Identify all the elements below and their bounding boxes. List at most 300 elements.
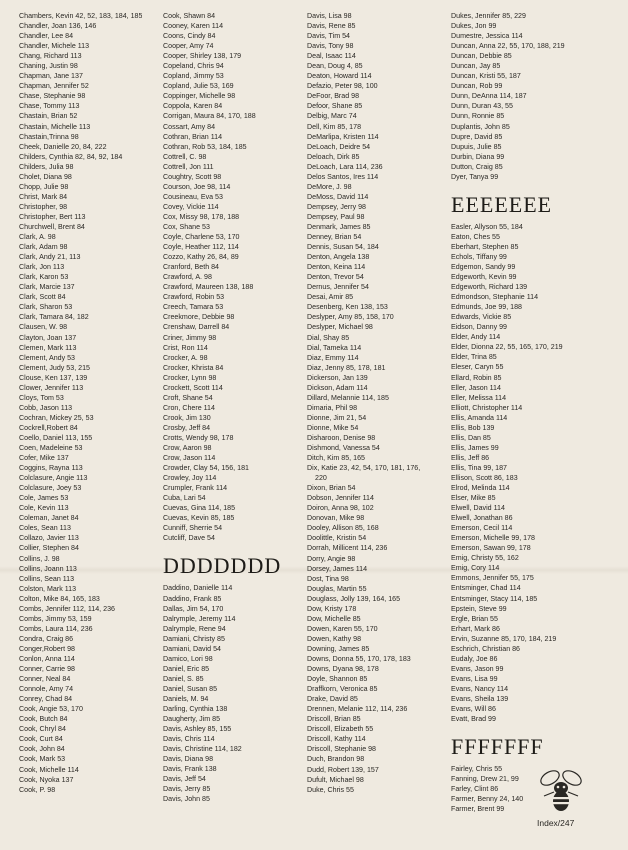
index-entry: Echols, Tiffany 99 — [451, 252, 507, 261]
index-entry: Crocker, Lynn 98 — [163, 373, 217, 382]
index-entry: Doyle, Shannon 85 — [307, 675, 368, 684]
index-entry: Cook, Shawn 84 — [163, 12, 216, 20]
index-entry: Copland, Julie 53, 169 — [163, 82, 234, 91]
index-entry: Dean, Doug 4, 85 — [307, 62, 363, 71]
index-entry: Elrod, Melinda 114 — [451, 484, 510, 493]
index-entry: Collins, J. 98 — [19, 554, 60, 563]
index-entry: Crockett, Scott 114 — [163, 383, 223, 392]
index-entry: Daniel, Eric 85 — [163, 664, 210, 673]
index-entry: Dalrymple, Jeremy 114 — [163, 614, 236, 623]
index-entry: Chastain,Trinna 98 — [19, 132, 79, 141]
index-entry: Christopher, Bert 113 — [19, 212, 86, 221]
index-entry: Dorsey, James 114 — [307, 564, 368, 573]
index-entry: Clower, Jennifer 113 — [19, 383, 84, 392]
index-entry: Eleser, Caryn 55 — [451, 363, 504, 372]
index-entry: Dionne, Jim 21, 54 — [307, 413, 367, 422]
index-entry: Chambers, Kevin 42, 52, 183, 184, 185 — [19, 12, 143, 20]
index-entry: Deloach, Dirk 85 — [307, 152, 360, 161]
index-entry: Davis, Christine 114, 182 — [163, 745, 242, 754]
index-entry: Chandler, Lee 84 — [19, 32, 74, 41]
index-entry: Deslyper, Michael 98 — [307, 323, 373, 332]
index-entry: Courson, Joe 98, 114 — [163, 182, 231, 191]
index-entry: Deaton, Howard 114 — [307, 72, 372, 81]
index-entry: Colston, Mark 113 — [19, 584, 77, 593]
page-number-label: Index/247 — [537, 818, 575, 828]
index-column-2 — [163, 11, 281, 805]
index-entry: Downs, Dyana 98, 178 — [307, 665, 379, 674]
index-entry: Davis, Ashley 85, 155 — [163, 725, 232, 734]
index-entry: Collier, Stephen 84 — [19, 544, 79, 553]
index-entry: Dooley, Allison 85, 168 — [307, 524, 379, 533]
index-entry: Evans, Will 86 — [451, 705, 496, 714]
index-entry: Elder, Trina 85 — [451, 353, 497, 362]
index-entry: Coyle, Heather 112, 114 — [163, 243, 239, 252]
index-entry: Crosby, Jeff 84 — [163, 423, 211, 432]
index-entry: Creech, Tamara 53 — [163, 303, 224, 312]
index-entry: Dennis, Susan 54, 184 — [307, 243, 379, 252]
index-entry: Crowder, Clay 54, 156, 181 — [163, 464, 249, 473]
index-entry: Crotts, Wendy 98, 178 — [163, 433, 234, 442]
index-entry: Davis, Diana 98 — [163, 755, 214, 764]
index-entry: Covey, Vickie 114 — [163, 202, 219, 211]
index-entry: Colclasure, Angie 113 — [19, 474, 88, 483]
index-entry: Cobb, Jason 113 — [19, 403, 73, 412]
index-entry: Donovan, Mike 98 — [307, 514, 365, 523]
index-entry: Ellis, James 99 — [451, 443, 499, 452]
index-entry: Chandler, Michele 113 — [19, 42, 90, 51]
index-entry: Evans, Nancy 114 — [451, 684, 509, 693]
index-entry: Dow, Michelle 85 — [307, 614, 361, 623]
index-entry: Diaz, Emmy 114 — [307, 353, 359, 362]
index-entry: Cole, James 53 — [19, 494, 69, 503]
index-entry: Eller, Jason 114 — [451, 383, 501, 392]
index-entry: Coleman, Janet 84 — [19, 514, 79, 523]
index-entry: Davis, Jeff 54 — [163, 775, 206, 784]
index-entry: Dalrymple, Rene 94 — [163, 624, 226, 633]
index-entry: Crist, Ron 114 — [163, 343, 208, 352]
index-entry: Coyle, Charlene 53, 170 — [163, 233, 240, 242]
index-entry: Dial, Shay 85 — [307, 333, 350, 342]
index-entry: Cutcliff, Dave 54 — [163, 534, 215, 543]
index-entry: Ellison, Scott 86, 183 — [451, 473, 518, 482]
index-entry: Cook, Curt 84 — [19, 735, 63, 744]
index-entry: Collins, Sean 113 — [19, 574, 75, 583]
index-entry: Eschrich, Christian 86 — [451, 644, 520, 653]
index-entry: Conner, Carrie 98 — [19, 665, 75, 674]
index-entry: Driscoll, Stephanie 98 — [307, 745, 377, 754]
index-entry: Daniels, M. 94 — [163, 695, 209, 703]
index-entry: Edwards, Vickie 85 — [451, 313, 512, 322]
index-entry: Clayton, Joan 137 — [19, 333, 77, 342]
index-entry: Cox, Shane 53 — [163, 222, 210, 231]
index-entry: Dionne, Mike 54 — [307, 423, 359, 432]
index-entry: Crenshaw, Darrell 84 — [163, 323, 230, 332]
index-entry: Emig, Christy 55, 162 — [451, 554, 519, 563]
index-entry: Duncan, Rob 99 — [451, 82, 503, 91]
index-entry: Ergle, Brian 55 — [451, 614, 498, 623]
index-entry: Collins, Joann 113 — [19, 564, 77, 573]
index-entry: Christopher, 98 — [19, 202, 68, 211]
index-entry: Davis, Lisa 98 — [307, 12, 352, 20]
index-entry: Clark, Tamara 84, 182 — [19, 313, 89, 322]
index-entry: Cook, Michelle 114 — [19, 765, 79, 774]
index-entry: Dunn, Duran 43, 55 — [451, 102, 513, 111]
index-entry: Cunniff, Sherrie 54 — [163, 524, 223, 533]
index-entry: Ellard, Robin 85 — [451, 373, 502, 382]
index-entry: Duch, Brandon 98 — [307, 755, 365, 764]
index-entry: Cook, Mark 53 — [19, 755, 66, 764]
index-entry: Cothran, Rob 53, 184, 185 — [163, 142, 247, 151]
index-entry: Dell, Kim 85, 178 — [307, 122, 362, 131]
index-entry: Deslyper, Amy 85, 158, 170 — [307, 313, 394, 322]
index-entry: Childers, Cynthia 82, 84, 92, 184 — [19, 152, 123, 161]
index-entry: Ditch, Kim 85, 165 — [307, 454, 365, 463]
index-entry: Dumestre, Jessica 114 — [451, 32, 523, 41]
index-entry: Denton, Trevor 54 — [307, 273, 364, 282]
index-entry: Condra, Craig 86 — [19, 634, 74, 643]
index-entry: Ellis, Jeff 86 — [451, 453, 490, 462]
index-entry: Chang, Richard 113 — [19, 52, 82, 61]
index-entry: Copland, Jimmy 53 — [163, 72, 224, 81]
index-entry: Dow, Kristy 178 — [307, 604, 357, 613]
index-entry: Dobson, Jennifer 114 — [307, 494, 374, 503]
index-entry: Dishmond, Vanessa 54 — [307, 444, 380, 453]
index-entry: Daddino, Danielle 114 — [163, 584, 233, 593]
index-entry: Dorry, Angie 98 — [307, 554, 356, 563]
index-entry: Easler, Allyson 55, 184 — [451, 222, 523, 231]
index-entry: Erhart, Mark 86 — [451, 624, 500, 633]
index-entry: Conrey, Chad 84 — [19, 695, 73, 704]
index-entry: Cothran, Brian 114 — [163, 132, 223, 141]
index-entry: Coen, Madeleine 53 — [19, 444, 83, 453]
index-entry: Cholet, Diana 98 — [19, 172, 72, 181]
index-entry: Douglas, Martin 55 — [307, 584, 367, 593]
index-entry: Cockrell,Robert 84 — [19, 423, 78, 432]
index-entry: Clark, Jon 113 — [19, 263, 65, 272]
index-entry: Denmark, James 85 — [307, 222, 371, 231]
index-entry: Cole, Kevin 113 — [19, 504, 69, 513]
index-entry: Emig, Cory 114 — [451, 564, 500, 573]
index-entry: Cuevas, Gina 114, 185 — [163, 504, 236, 513]
index-entry: Dallas, Jim 54, 170 — [163, 604, 224, 613]
index-entry: Cook, Nyoka 137 — [19, 775, 74, 784]
index-entry: Conger,Robert 98 — [19, 644, 75, 653]
index-entry: Chandler, Joan 136, 146 — [19, 22, 97, 31]
index-entry: Clark, Andy 21, 113 — [19, 253, 81, 262]
index-entry: Coons, Cindy 84 — [163, 32, 216, 41]
index-entry: Dixon, Brian 54 — [307, 484, 356, 493]
index-entry: Davis, Jerry 85 — [163, 785, 211, 794]
index-entry: Conner, Neal 84 — [19, 675, 71, 684]
index-entry: Defoor, Shane 85 — [307, 102, 363, 111]
index-entry: Dempsey, Jerry 98 — [307, 202, 367, 211]
index-entry: Driscoll, Elizabeth 55 — [307, 725, 374, 734]
index-entry: Ervin, Suzanne 85, 170, 184, 219 — [451, 634, 557, 643]
letter-section-header: EEEEEEE — [451, 191, 553, 217]
index-entry: Edmunds, Joe 99, 188 — [451, 303, 522, 312]
index-entry: Cook, Butch 84 — [19, 715, 68, 724]
index-entry: Cochran, Mickey 25, 53 — [19, 413, 94, 422]
index-entry: Elliott, Christopher 114 — [451, 403, 523, 412]
index-entry: Damiani, Christy 85 — [163, 634, 225, 643]
index-entry: Crook, Jim 130 — [163, 413, 211, 422]
index-entry: Chapman, Jane 137 — [19, 72, 83, 81]
index-entry: Clark, Adam 98 — [19, 243, 68, 252]
index-entry: Cook, Chryl 84 — [19, 725, 66, 734]
index-entry: Emerson, Sawan 99, 178 — [451, 544, 531, 553]
index-entry: Davis, Frank 138 — [163, 765, 217, 774]
index-entry: Cooney, Karen 114 — [163, 22, 224, 31]
index-entry: DeMore, J. 98 — [307, 182, 352, 191]
index-entry: Combs, Jimmy 53, 159 — [19, 614, 92, 623]
index-entry: DeMoss, David 114 — [307, 192, 369, 201]
index-entry: Crawford, Maureen 138, 188 — [163, 283, 254, 292]
index-entry: Cottrell, Jon 111 — [163, 162, 214, 171]
index-entry: Clark, Karon 53 — [19, 273, 69, 282]
index-entry: Damico, Lori 98 — [163, 654, 213, 663]
index-entry: Duke, Chris 55 — [307, 785, 354, 794]
index-entry: Evatt, Brad 99 — [451, 715, 496, 724]
index-entry: Cron, Chere 114 — [163, 403, 215, 412]
index-entry: Draffkorn, Veronica 85 — [307, 685, 378, 694]
index-entry: Clark, A. 98 — [19, 233, 56, 242]
index-entry: Childers, Julia 98 — [19, 162, 74, 171]
index-entry: Ellis, Bob 139 — [451, 423, 495, 432]
index-entry: Evans, Lisa 99 — [451, 674, 498, 683]
index-entry: Dorrah, Millicent 114, 236 — [307, 544, 388, 553]
index-entry: Cooper, Shirley 138, 179 — [163, 52, 242, 61]
index-entry: Dost, Tina 98 — [307, 574, 349, 583]
index-entry: Disharoon, Denise 98 — [307, 433, 376, 442]
index-entry: Churchwell, Brent 84 — [19, 222, 85, 231]
index-entry: Cozzo, Kathy 26, 84, 89 — [163, 253, 239, 262]
index-entry: Emerson, Michelle 99, 178 — [451, 534, 535, 543]
index-entry: Fanning, Drew 21, 99 — [451, 775, 519, 784]
index-entry: Entsminger, Chad 114 — [451, 584, 521, 593]
index-column-1 — [19, 11, 142, 795]
index-entry: Drennen, Melanie 112, 114, 236 — [307, 705, 408, 714]
index-entry: Dunn, Ronnie 85 — [451, 112, 505, 121]
index-entry: Cook, P. 98 — [19, 785, 56, 794]
index-entry: Chopp, Julie 98 — [19, 182, 69, 191]
index-entry: Eudaly, Joe 86 — [451, 654, 498, 663]
index-entry: Driscoll, Brian 85 — [307, 715, 361, 724]
index-entry: Eidson, Danny 99 — [451, 323, 507, 332]
index-entry: Crowley, Joy 114 — [163, 474, 217, 483]
letter-section-header: DDDDDDD — [163, 553, 282, 579]
index-entry: Dukes, Jon 99 — [451, 22, 497, 31]
index-entry: Cook, Angie 53, 170 — [19, 705, 83, 714]
index-entry: Emerson, Cecil 114 — [451, 524, 513, 533]
index-entry: Fairley, Chris 55 — [451, 765, 503, 774]
index-entry: Epstein, Steve 99 — [451, 604, 507, 613]
index-entry: Chase, Tommy 113 — [19, 102, 80, 111]
index-entry: Dutton, Craig 85 — [451, 162, 503, 171]
index-entry: DeFoor, Brad 98 — [307, 92, 360, 101]
index-entry: Coggins, Rayna 113 — [19, 464, 83, 473]
index-entry: Duncan, Anna 22, 55, 170, 188, 219 — [451, 42, 565, 51]
index-entry: Edmondson, Stephanie 114 — [451, 293, 539, 302]
index-entry: Evans, Sheila 139 — [451, 695, 509, 703]
index-entry: Cossart, Amy 84 — [163, 122, 216, 131]
index-column-3 — [307, 11, 420, 795]
index-entry: Ellis, Dan 85 — [451, 433, 491, 442]
index-entry: Davis, Rene 85 — [307, 22, 356, 31]
index-entry: Dowen, Karen 55, 170 — [307, 624, 378, 633]
index-entry: Coello, Daniel 113, 155 — [19, 433, 93, 442]
index-entry: Clark, Scott 84 — [19, 293, 66, 302]
index-entry: Doiron, Anna 98, 102 — [307, 504, 374, 513]
index-entry: Darling, Cynthia 138 — [163, 705, 228, 714]
index-entry: Chaning, Justin 98 — [19, 62, 78, 71]
yellowjacket-mascot-icon — [536, 766, 586, 816]
index-entry: Copeland, Chris 94 — [163, 62, 224, 71]
index-entry: Duncan, Jay 85 — [451, 62, 501, 71]
index-entry: Coppinger, Michelle 98 — [163, 92, 236, 101]
index-entry: Crow, Aaron 98 — [163, 444, 212, 453]
index-entry: Denton, Keina 114 — [307, 263, 366, 272]
index-entry: Defazio, Peter 98, 100 — [307, 82, 378, 91]
index-entry: Colclasure, Joey 53 — [19, 484, 82, 493]
index-entry: Croft, Shane 54 — [163, 393, 213, 402]
index-entry: Dukes, Jennifer 85, 229 — [451, 12, 526, 20]
index-entry: Duplantis, John 85 — [451, 122, 510, 131]
index-entry: Eberhart, Stephen 85 — [451, 242, 519, 251]
index-entry: Dernus, Jennifer 54 — [307, 283, 369, 292]
index-entry: Cheek, Danielle 20, 84, 222 — [19, 142, 107, 151]
index-entry: Elder, Dionna 22, 55, 165, 170, 219 — [451, 343, 563, 352]
index-entry: Crawford, Robin 53 — [163, 293, 225, 302]
index-entry: Delbig, Marc 74 — [307, 112, 357, 121]
index-entry: Cox, Missy 98, 178, 188 — [163, 212, 240, 221]
letter-section-header: FFFFFFF — [451, 734, 544, 760]
index-entry: Daugherty, Jim 85 — [163, 715, 221, 724]
index-entry: Cooper, Amy 74 — [163, 42, 214, 51]
index-entry: Cuba, Lari 54 — [163, 494, 206, 503]
index-entry: Eaton, Ches 55 — [451, 232, 500, 241]
index-entry: Cottrell, C. 98 — [163, 152, 207, 161]
index-entry: Elwell, David 114 — [451, 504, 505, 513]
index-entry: Creekmore, Debbie 98 — [163, 313, 235, 322]
index-entry: 220 — [315, 474, 327, 483]
index-entry: Dix, Katie 23, 42, 54, 170, 181, 176, — [307, 464, 421, 473]
index-entry: Eller, Melissa 114 — [451, 393, 507, 402]
index-entry: Emmons, Jennifer 55, 175 — [451, 574, 534, 583]
index-entry: Daddino, Frank 85 — [163, 594, 222, 603]
index-entry: Denney, Brian 54 — [307, 233, 362, 242]
index-entry: Cousineau, Eva 53 — [163, 192, 223, 201]
index-entry: Farmer, Brent 99 — [451, 805, 505, 814]
index-entry: Drake, David 85 — [307, 695, 358, 704]
index-entry: Ellis, Amanda 114 — [451, 413, 508, 422]
index-entry: Conlon, Anna 114 — [19, 655, 75, 663]
index-entry: Duncan, Debbie 85 — [451, 52, 512, 61]
index-entry: Coppola, Karen 84 — [163, 102, 223, 111]
index-entry: Deal, Isaac 114 — [307, 52, 356, 61]
index-entry: Dufult, Michael 98 — [307, 775, 364, 784]
index-entry: Entsminger, Stacy 114, 185 — [451, 594, 538, 603]
index-entry: DeLoach, Lara 114, 236 — [307, 162, 383, 171]
index-entry: Farley, Clint 86 — [451, 785, 499, 794]
index-entry: Crow, Jason 114 — [163, 454, 216, 463]
index-entry: Crocker, Khrista 84 — [163, 363, 224, 372]
index-entry: Desenberg, Ken 138, 153 — [307, 303, 388, 312]
index-entry: Christ, Mark 84 — [19, 192, 68, 201]
index-entry: Dunn, DeAnna 114, 187 — [451, 92, 527, 101]
index-entry: Dickerson, Jan 139 — [307, 373, 368, 382]
index-entry: Doolittle, Kristin 54 — [307, 534, 367, 543]
index-entry: Cuevas, Kevin 85, 185 — [163, 514, 235, 523]
index-entry: Dyer, Tanya 99 — [451, 172, 499, 181]
index-column-4 — [451, 11, 565, 814]
index-entry: Chastain, Michelle 113 — [19, 122, 91, 131]
index-entry: Denton, Angela 138 — [307, 253, 370, 262]
index-entry: Edgeworth, Richard 139 — [451, 283, 528, 292]
index-entry: Clement, Andy 53 — [19, 353, 75, 362]
index-entry: Ellis, Tina 99, 187 — [451, 463, 507, 472]
index-entry: Connole, Amy 74 — [19, 685, 74, 694]
index-entry: Downing, James 85 — [307, 644, 370, 653]
index-entry: Davis, Tony 98 — [307, 42, 354, 51]
index-entry: Dupuis, Julie 85 — [451, 142, 502, 151]
index-entry: Elder, Andy 114 — [451, 333, 501, 342]
index-entry: Criner, Jimmy 98 — [163, 333, 217, 342]
index-entry: Chase, Stephanie 98 — [19, 92, 86, 101]
index-entry: Elwell, Jonathan 86 — [451, 514, 513, 523]
index-entry: Coughtry, Scott 98 — [163, 172, 222, 181]
index-entry: Clark, Sharon 53 — [19, 303, 73, 312]
index-entry: Crumpler, Frank 114 — [163, 484, 228, 493]
index-entry: Dillard, Melannie 114, 185 — [307, 393, 389, 402]
index-entry: Diaz, Jenny 85, 178, 181 — [307, 363, 386, 372]
index-entry: DeLoach, Deidre 54 — [307, 142, 371, 151]
index-entry: Duncan, Kristi 55, 187 — [451, 72, 521, 81]
index-entry: Cook, John 84 — [19, 745, 65, 754]
index-entry: Edgeworth, Kevin 99 — [451, 273, 517, 282]
index-entry: Daniel, S. 85 — [163, 674, 204, 683]
index-entry: Delos Santos, Ires 114 — [307, 172, 379, 181]
index-entry: Dial, Tameka 114 — [307, 343, 362, 352]
index-entry: Collazo, Javier 113 — [19, 534, 79, 543]
index-entry: Durbin, Diana 99 — [451, 152, 505, 161]
index-entry: Combs, Laura 114, 236 — [19, 624, 93, 633]
index-entry: Dudd, Robert 139, 157 — [307, 765, 379, 774]
index-entry: Cloys, Tom 53 — [19, 393, 64, 402]
index-entry: Dimaria, Phil 98 — [307, 403, 358, 412]
index-entry: Coles, Sean 113 — [19, 524, 71, 533]
index-entry: Clement, Judy 53, 215 — [19, 363, 90, 372]
index-entry: Dickson, Adam 114 — [307, 383, 368, 392]
index-entry: Crocker, A. 98 — [163, 353, 208, 362]
index-entry: Dowen, Kathy 98 — [307, 634, 362, 643]
index-entry: Corrigan, Maura 84, 170, 188 — [163, 112, 256, 121]
index-entry: Combs, Jennifer 112, 114, 236 — [19, 604, 115, 613]
index-entry: Clemen, Mark 113 — [19, 343, 77, 352]
index-entry: Davis, John 85 — [163, 795, 210, 804]
index-entry: Farmer, Benny 24, 140 — [451, 795, 524, 804]
index-entry: Daniel, Susan 85 — [163, 684, 218, 693]
index-entry: Downs, Donna 55, 170, 178, 183 — [307, 655, 411, 663]
index-entry: Damiani, David 54 — [163, 644, 221, 653]
index-entry: Elser, Mike 85 — [451, 494, 496, 503]
index-entry: Crawford, A. 98 — [163, 273, 212, 282]
index-entry: Desai, Amir 85 — [307, 293, 354, 302]
index-entry: Davis, Tim 54 — [307, 32, 350, 41]
index-entry: Dupre, David 85 — [451, 132, 503, 141]
index-entry: Edgemon, Sandy 99 — [451, 262, 516, 271]
index-entry: Douglass, Jolly 139, 164, 165 — [307, 594, 401, 603]
index-entry: Clouse, Ken 137, 139 — [19, 373, 88, 382]
